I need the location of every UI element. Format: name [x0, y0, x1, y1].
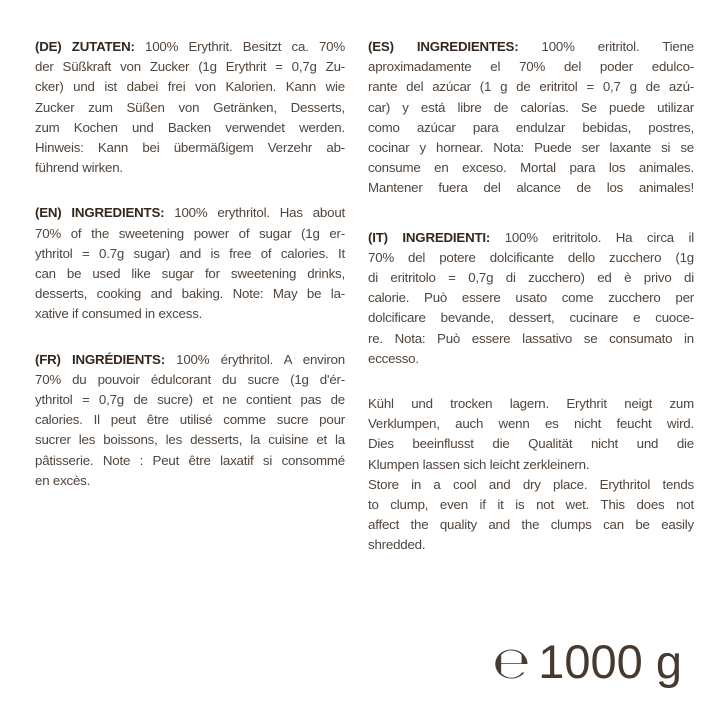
- text-line: Klumpen lassen sich leicht zerkleinern.: [368, 456, 590, 472]
- section-label-it: (IT) INGREDIENTI:: [368, 229, 491, 245]
- text-line: 70% del potere dolcificante dello zucchero (1g: [368, 249, 694, 265]
- text-line: can be used like sugar for sweetening drinks,: [35, 266, 345, 282]
- text-line: Mantener fuera del alcance de los animales!: [368, 180, 694, 196]
- text-line: 70% du pouvoir édulcorant du sucre (1g d'ér-: [35, 371, 345, 387]
- text-line: sucrer les boissons, les desserts, la cuisine et la: [35, 432, 345, 448]
- text-line: [35, 203, 345, 223]
- text-line: calories. Il peut être utilisé comme sucre pour: [35, 412, 345, 428]
- text-line: dolcificare bevande, dessert, cucinare e cuoce-: [368, 310, 694, 326]
- ingredients-es: [368, 37, 694, 199]
- net-weight-value: 1000 g: [538, 635, 682, 688]
- text-line: calorie. Può essere usato come zucchero per: [368, 290, 694, 306]
- right-column: [368, 37, 694, 556]
- text-line: rante del azúcar (1 g de eritritol = 0,7 g de azú-: [368, 79, 694, 95]
- text-line: Hinweis: Kann bei übermäßigem Verzehr ab-: [35, 140, 345, 156]
- text-line: [368, 37, 694, 57]
- text-line: shredded.: [368, 537, 426, 553]
- text-line: cker) und ist dabei frei von Kalorien. Kann wie: [35, 79, 345, 95]
- section-label-fr: (FR) INGRÉDIENTS:: [35, 351, 165, 367]
- estimated-sign: ℮: [492, 638, 531, 689]
- text-line: [35, 37, 345, 57]
- storage-note-en: [368, 475, 694, 556]
- text-line: Store in a cool and dry place. Erythritol tends: [368, 476, 694, 492]
- section-label-en: (EN) INGREDIENTS:: [35, 205, 165, 221]
- text-line: affect the quality and the clumps can be easily: [368, 517, 694, 533]
- text-line: car) y está libre de calorías. Se puede utilizar: [368, 99, 694, 115]
- text-fragment: 100% érythritol. A environ: [176, 351, 345, 367]
- text-line: como azúcar para endulzar bebidas, postres,: [368, 119, 694, 135]
- text-line: aproximadamente el 70% del poder edulco-: [368, 59, 694, 75]
- text-line: xative if consumed in excess.: [35, 306, 203, 322]
- text-line: desserts, cooking and baking. Note: May be la-: [35, 286, 345, 302]
- section-label-de: (DE) ZUTATEN:: [35, 39, 135, 54]
- text-line: cocinar y hornear. Nota: Puede ser laxante si se: [368, 140, 694, 156]
- text-line: di eritritolo = 0,7g di zucchero) ed è privo di: [368, 270, 694, 286]
- net-weight: [492, 635, 682, 689]
- text-line: to clump, even if it is not wet. This does not: [368, 497, 694, 513]
- text-line: 70% of the sweetening power of sugar (1g er-: [35, 225, 345, 241]
- text-line: Verklumpen, auch wenn es nicht feucht wird.: [368, 416, 694, 432]
- ingredients-en: [35, 203, 345, 324]
- ingredients-fr: [35, 350, 345, 491]
- section-label-es: (ES) INGREDIENTES:: [368, 39, 519, 54]
- storage-note-de: [368, 394, 694, 475]
- text-line: ythritol = 0.7g sugar) and is free of calories. It: [35, 245, 345, 261]
- text-fragment: 100% eritritol. Tiene: [541, 39, 694, 54]
- text-line: re. Nota: Può essere lassativo se consumato in: [368, 330, 694, 346]
- ingredients-de: [35, 37, 345, 178]
- text-fragment: 100% erythritol. Has about: [174, 205, 346, 221]
- text-line: en excès.: [35, 472, 91, 488]
- text-line: der Süßkraft von Zucker (1g Erythrit = 0,7g Zu-: [35, 59, 345, 75]
- text-line: Kühl und trocken lagern. Erythrit neigt zum: [368, 396, 694, 412]
- text-line: eccesso.: [368, 350, 419, 366]
- text-line: Zucker zum Süßen von Getränken, Desserts,: [35, 99, 345, 115]
- text-fragment: 100% Erythrit. Besitzt ca. 70%: [145, 39, 345, 54]
- text-line: führend wirken.: [35, 160, 123, 176]
- text-line: zum Kochen und Backen verwendet werden.: [35, 119, 345, 135]
- text-line: ythritol = 0,7g de sucre) et ne contient pas de: [35, 392, 345, 408]
- text-fragment: 100% eritritolo. Ha circa il: [504, 229, 695, 245]
- text-line: Dies beeinflusst die Qualität nicht und die: [368, 436, 694, 452]
- text-line: [368, 228, 694, 248]
- text-line: consume en exceso. Mortal para los animales.: [368, 160, 694, 176]
- text-line: [35, 350, 345, 370]
- text-line: pâtisserie. Note : Peut être laxatif si consommé: [35, 452, 345, 468]
- left-column: [35, 37, 345, 516]
- ingredients-it: [368, 228, 694, 369]
